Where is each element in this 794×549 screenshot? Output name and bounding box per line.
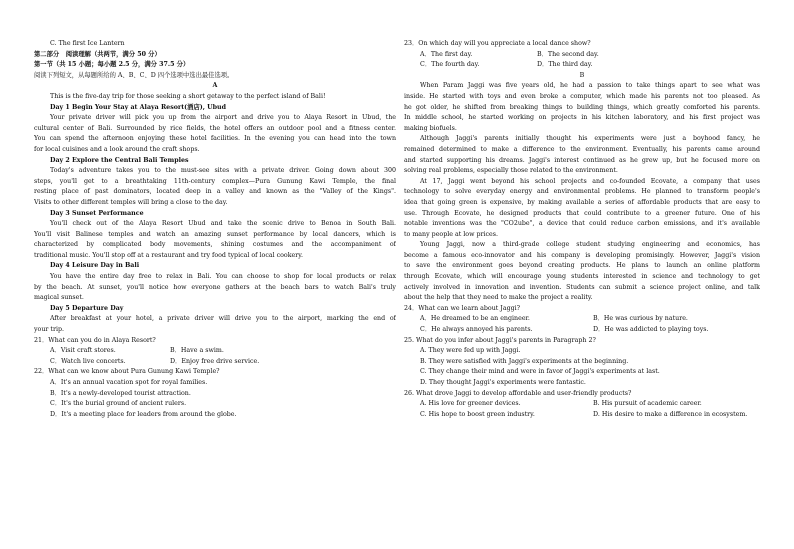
text-line: 阅读下列短文，从每题所给的 A、B、C、D 四个选项中选出最佳选项。 <box>34 71 234 79</box>
answer-option: D．The third day. <box>537 61 593 69</box>
text-line: A <box>212 82 218 90</box>
text-line: to save the environment goes beyond creating products. He plans to launch an online platform <box>404 262 760 270</box>
text-line: B. They were satisfied with Jaggi's experiments at the beginning. <box>420 357 629 365</box>
answer-option: C．Watch live concerts. <box>50 357 126 365</box>
text-line: your trip. <box>34 326 65 334</box>
answer-option: D．He was addicted to playing toys. <box>593 326 709 334</box>
answer-option: B. His pursuit of academic career. <box>593 400 702 408</box>
text-line: 23．On which day will you appreciate a local dance show? <box>404 40 591 47</box>
text-line: 24．What can we learn about Jaggi? <box>404 304 521 312</box>
answer-option: C．The fourth day. <box>420 61 480 69</box>
text-line: B <box>579 71 585 79</box>
option-row <box>404 325 760 336</box>
text-line: Young Jaggi, now a third-grade college student studying engineering and economics, has <box>420 241 760 249</box>
option-row <box>34 346 396 357</box>
text-line: 21．What can you do in Alaya Resort? <box>34 336 156 344</box>
text-line: Day 2 Explore the Central Bali Temples <box>50 156 189 164</box>
text-line: steps, you'll get to a breathtaking 11th-century complex—Pura Gunung Kawi Temple, the final <box>34 177 396 185</box>
text-line: traditional music. You'll stop off at a restaurant and try food typical of local cookery. <box>34 251 303 259</box>
text-line: magical sunset. <box>34 294 84 302</box>
text-line: characterized by complicated body movements, shining costumes and the accompaniment of <box>34 241 396 249</box>
text-line: C. The first Ice Lantern <box>50 40 125 47</box>
text-line: making biofuels. <box>404 124 457 132</box>
left-column <box>34 39 396 420</box>
text-line: solving real problems, especially those related to the environment. <box>404 167 618 175</box>
text-line: Although Jaggi's parents initially thought his experiments were just a boyhood fancy, he <box>420 135 760 143</box>
answer-option: B．Have a swim. <box>170 347 224 355</box>
text-line: by the beach. At sunset, you'll notice how everyone gathers at the beach bars to watch Bali's truly <box>34 283 396 291</box>
text-line: and started supporting his dreams. Jaggi's interest continued as he grew up, but he focused more on <box>404 156 760 164</box>
text-line: When Param Jaggi was five years old, he had a passion to take things apart to see what was <box>420 82 760 90</box>
text-line: C．It's the burial ground of ancient rulers. <box>50 400 187 408</box>
text-line: actively involved in innovation and invention. Students can submit a science project online, and talk <box>404 283 760 291</box>
option-row <box>404 314 760 325</box>
answer-option: B．He was curious by nature. <box>593 315 688 323</box>
text-line: cultural center of Bali. Surrounded by rice fields, the hotel offers an outdoor pool and a fitness center. <box>34 124 396 132</box>
text-line: for local cuisines and a look around the craft shops. <box>34 145 200 153</box>
text-line: You'll check out of the Alaya Resort Ubud and take the scenic drive to Benoa in South Bali. <box>50 220 396 228</box>
text-line: notable inventions was the "CO2ube", a device that could reduce carbon emissions, and it's available <box>404 220 760 228</box>
answer-option: D. His desire to make a difference in ecosystem. <box>593 410 748 418</box>
answer-option: B．The second day. <box>537 50 599 58</box>
text-line: D．It's a meeting place for leaders from around the globe. <box>50 410 237 418</box>
text-line: Day 3 Sunset Performance <box>50 209 144 217</box>
text-line: through Ecovate, which will encourage young students interested in science and technology to get <box>404 273 760 281</box>
text-line: After breakfast at your hotel, a private driver will drive you to the airport, marking the end of <box>50 315 396 323</box>
answer-option: A. His love for greener devices. <box>420 400 521 408</box>
text-line: C. They change their mind and were in favor of Jaggi's experiments at last. <box>420 368 660 376</box>
answer-option: A．He dreamed to be an engineer. <box>420 315 530 323</box>
option-row <box>404 60 760 71</box>
text-line: D. They thought Jaggi's experiments were fantastic. <box>420 379 586 386</box>
text-line: to many people at low prices. <box>404 230 499 238</box>
option-row <box>404 410 760 421</box>
text-line: You can spend the afternoon enjoying these hotel facilities. In the evening you can head into the town <box>34 135 396 143</box>
text-line: This is the five-day trip for those seeking a short getaway to the perfect island of Bali! <box>50 92 326 100</box>
text-line: resting place of past dominators, located deep in a valley and known as the "Valley of the Kings". <box>34 188 396 196</box>
text-line: Day 4 Leisure Day in Bali <box>50 262 140 270</box>
text-line: Day 5 Departure Day <box>50 304 124 312</box>
text-line: Today's adventure takes you to the must-see sites with a private driver. Going down about 300 <box>50 167 396 175</box>
text-line: remained determined to make a difference to the environment. Eventually, his parents came around <box>404 145 760 153</box>
text-line: 22．What can we know about Pura Gunung Kawi Temple? <box>34 368 220 376</box>
text-line: 第一节（共 15 小题；每小题 2.5 分，满分 37.5 分） <box>34 61 190 69</box>
text-line: 第二部分 阅读理解（共两节，满分 50 分） <box>34 50 161 58</box>
text-line: about the help that they need to make the project a reality. <box>404 294 593 302</box>
text-line: technology to solve everyday energy and environmental problems. He planned to transform people's <box>404 188 760 196</box>
answer-option: C．He always annoyed his parents. <box>420 326 533 334</box>
text-line: become a famous eco-innovator and his company is developing promisingly. However, Jaggi's vision <box>404 251 760 259</box>
text-line: 26. What drove Jaggi to develop affordable and user-friendly products? <box>404 389 632 397</box>
text-line: B．It's a newly-developed tourist attraction. <box>50 389 191 397</box>
text-line: A. They were fed up with Jaggi. <box>420 347 521 355</box>
text-line: You'll visit Balinese temples and watch an amazing sunset performance by local dancers, which is <box>34 230 396 238</box>
text-line: use. Through Ecovate, he designed products that could contribute to a greener future. One of his <box>404 209 760 217</box>
option-row <box>404 399 760 410</box>
answer-option: A．Visit craft stores. <box>50 347 116 355</box>
text-line: Your private driver will pick you up from the airport and drive you to Alaya Resort in Ubud, the <box>50 114 396 122</box>
answer-option: C. His hope to boost green industry. <box>420 410 535 418</box>
text-line: idea that going green is expensive, by making available a series of affordable products that are easy to <box>404 198 760 206</box>
text-line: inside. He started with toys and even broke a computer, which made his parents not too pleased. As <box>404 92 760 100</box>
text-line: You have the entire day free to relax in Bali. You can choose to shop for local products or relax <box>50 273 396 281</box>
option-row <box>404 50 760 61</box>
text-line: A．It's an annual vacation spot for royal families. <box>50 379 208 386</box>
text-line: 25. What do you infer about Jaggi's parents in Paragraph 2? <box>404 336 596 344</box>
option-row <box>34 357 396 368</box>
text-line: At 17, Jaggi went beyond his school projects and co-founded Ecovate, a company that uses <box>420 177 760 185</box>
right-column <box>404 39 760 420</box>
text-line: In middle school, he started working on projects in his kitchen laboratory, and his first project was <box>404 114 760 122</box>
answer-option: D．Enjoy free drive service. <box>170 357 260 365</box>
text-line: Day 1 Begin Your Stay at Alaya Resort(酒店), Ubud <box>50 103 226 111</box>
text-line: Visits to other different temples will bring a close to the day. <box>34 198 228 206</box>
text-line: he got older, he shifted from breaking things to building things, which greatly comforted his parents. <box>404 103 760 111</box>
answer-option: A．The first day. <box>420 50 473 58</box>
